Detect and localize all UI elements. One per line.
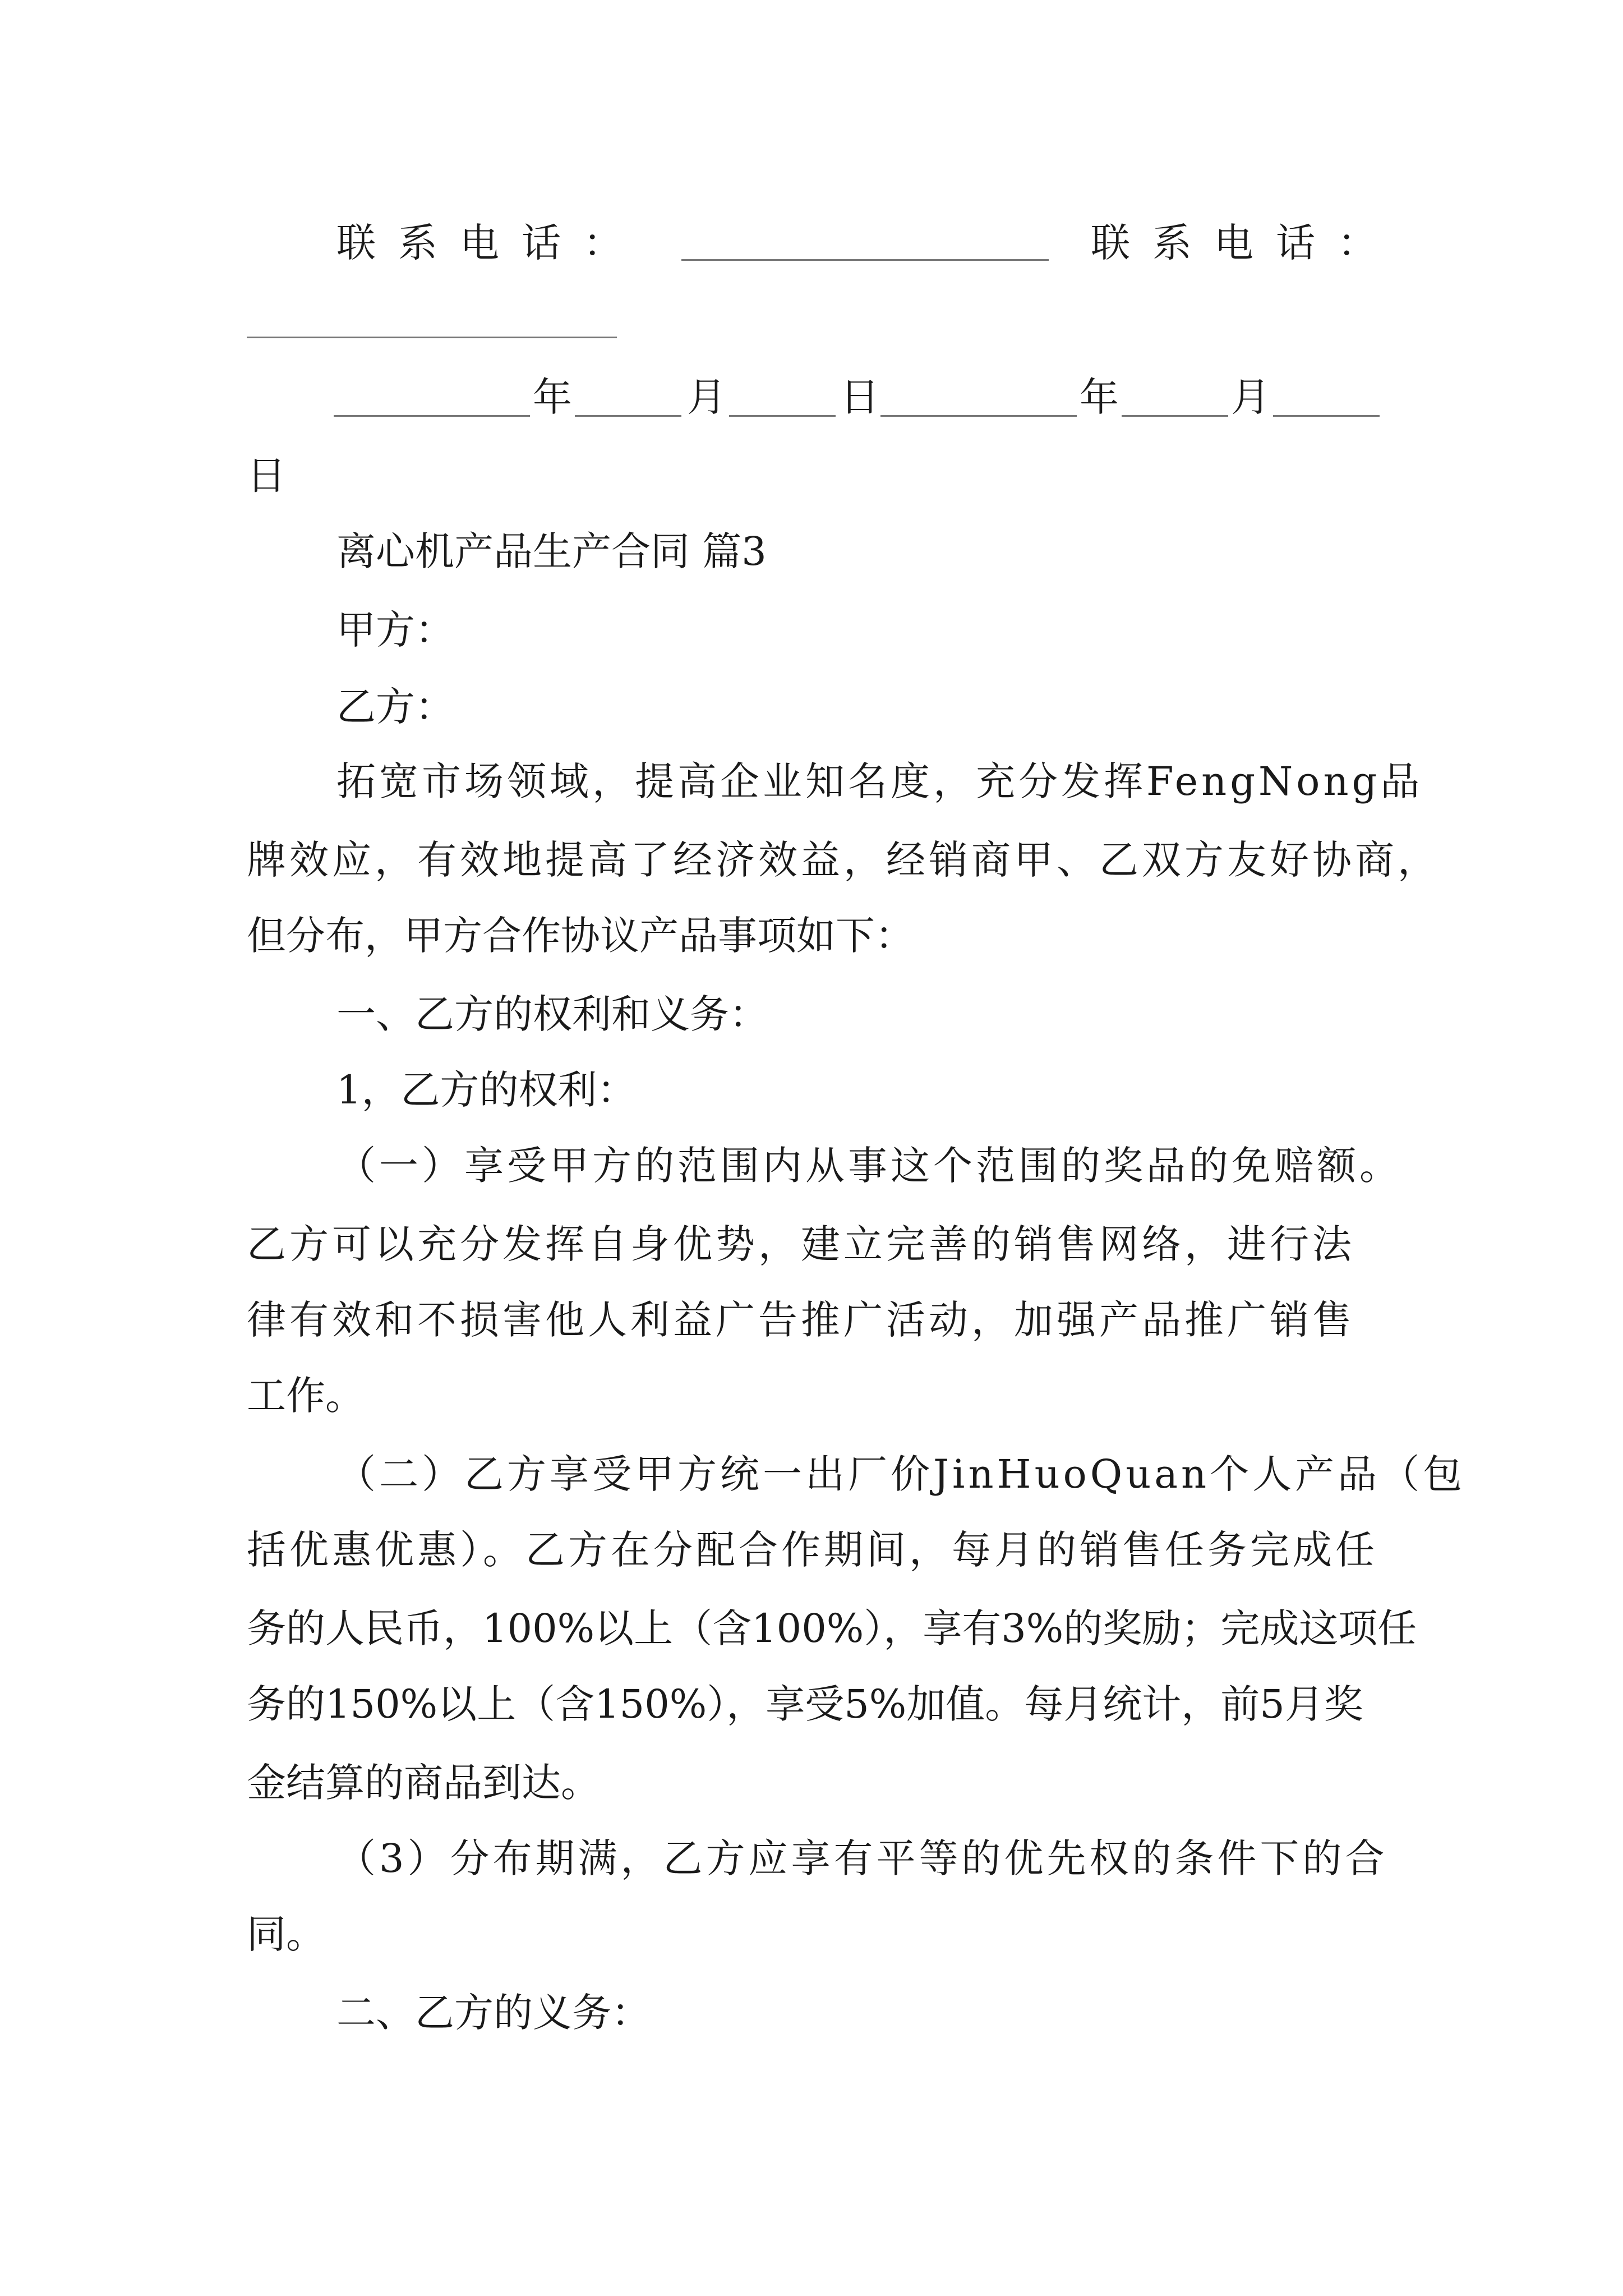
date-blank-4 (880, 415, 1077, 417)
date-blank-1 (334, 415, 530, 417)
date-day-a: 日 (840, 374, 879, 420)
party-a-label: 甲方： (336, 607, 454, 653)
section-1-heading: 一、乙方的权利和义务： (336, 991, 768, 1037)
contact-line-b (1091, 216, 1427, 270)
date-year-a: 年 (533, 374, 572, 420)
date-year-b: 年 (1080, 374, 1119, 420)
item-1-line-4: 工作。 (247, 1373, 365, 1419)
contact-label-b: 联系电话： (1091, 220, 1399, 266)
section-1-subheading: 1，乙方的权利： (336, 1067, 637, 1113)
intro-line-2: 牌效应，有效地提高了经济效益，经销商甲、乙双方友好协商， (247, 837, 1440, 883)
date-month-a: 月 (687, 374, 726, 420)
item-2-line-2: 括优惠优惠）。乙方在分配合作期间，每月的销售任务完成任 (247, 1527, 1378, 1573)
intro-line-1: 拓宽市场领域，提高企业知名度，充分发挥FengNong品 (336, 758, 1423, 804)
item-1-line-3: 律有效和不损害他人利益广告推广活动，加强产品推广销售 (247, 1297, 1355, 1343)
date-day-b: 日 (247, 453, 286, 499)
date-month-b: 月 (1231, 374, 1270, 420)
item-2-line-5: 金结算的商品到达。 (247, 1760, 600, 1806)
intro-line-3: 但分布，甲方合作协议产品事项如下： (247, 913, 914, 959)
section-2-heading: 二、乙方的义务： (336, 1990, 651, 2036)
item-2-line-3: 务的人民币，100%以上（含100%），享有3%的奖励；完成这项任 (247, 1605, 1417, 1651)
date-blank-5 (1122, 415, 1228, 417)
contact-blank-a (681, 259, 1049, 261)
date-blank-3 (729, 415, 836, 417)
contact-blank-b (247, 337, 617, 338)
date-blank-6 (1273, 415, 1380, 417)
section-title: 离心机产品生产合同 篇3 (336, 528, 767, 574)
date-blank-2 (575, 415, 681, 417)
contact-label-a: 联系电话： (336, 220, 645, 266)
party-b-label: 乙方： (336, 684, 454, 730)
item-3-line-2: 同。 (247, 1911, 325, 1957)
item-1-line-1: （一）享受甲方的范围内从事这个范围的奖品的免赔额。 (336, 1143, 1402, 1189)
item-2-line-4: 务的150%以上（含150%），享受5%加值。每月统计，前5月奖 (247, 1681, 1363, 1727)
item-2-line-1: （二）乙方享受甲方统一出厂价JinHuoQuan个人产品（包 (336, 1451, 1466, 1497)
item-3-line-1: （3）分布期满，乙方应享有平等的优先权的条件下的合 (336, 1835, 1388, 1881)
item-1-line-2: 乙方可以充分发挥自身优势，建立完善的销售网络，进行法 (247, 1221, 1355, 1267)
